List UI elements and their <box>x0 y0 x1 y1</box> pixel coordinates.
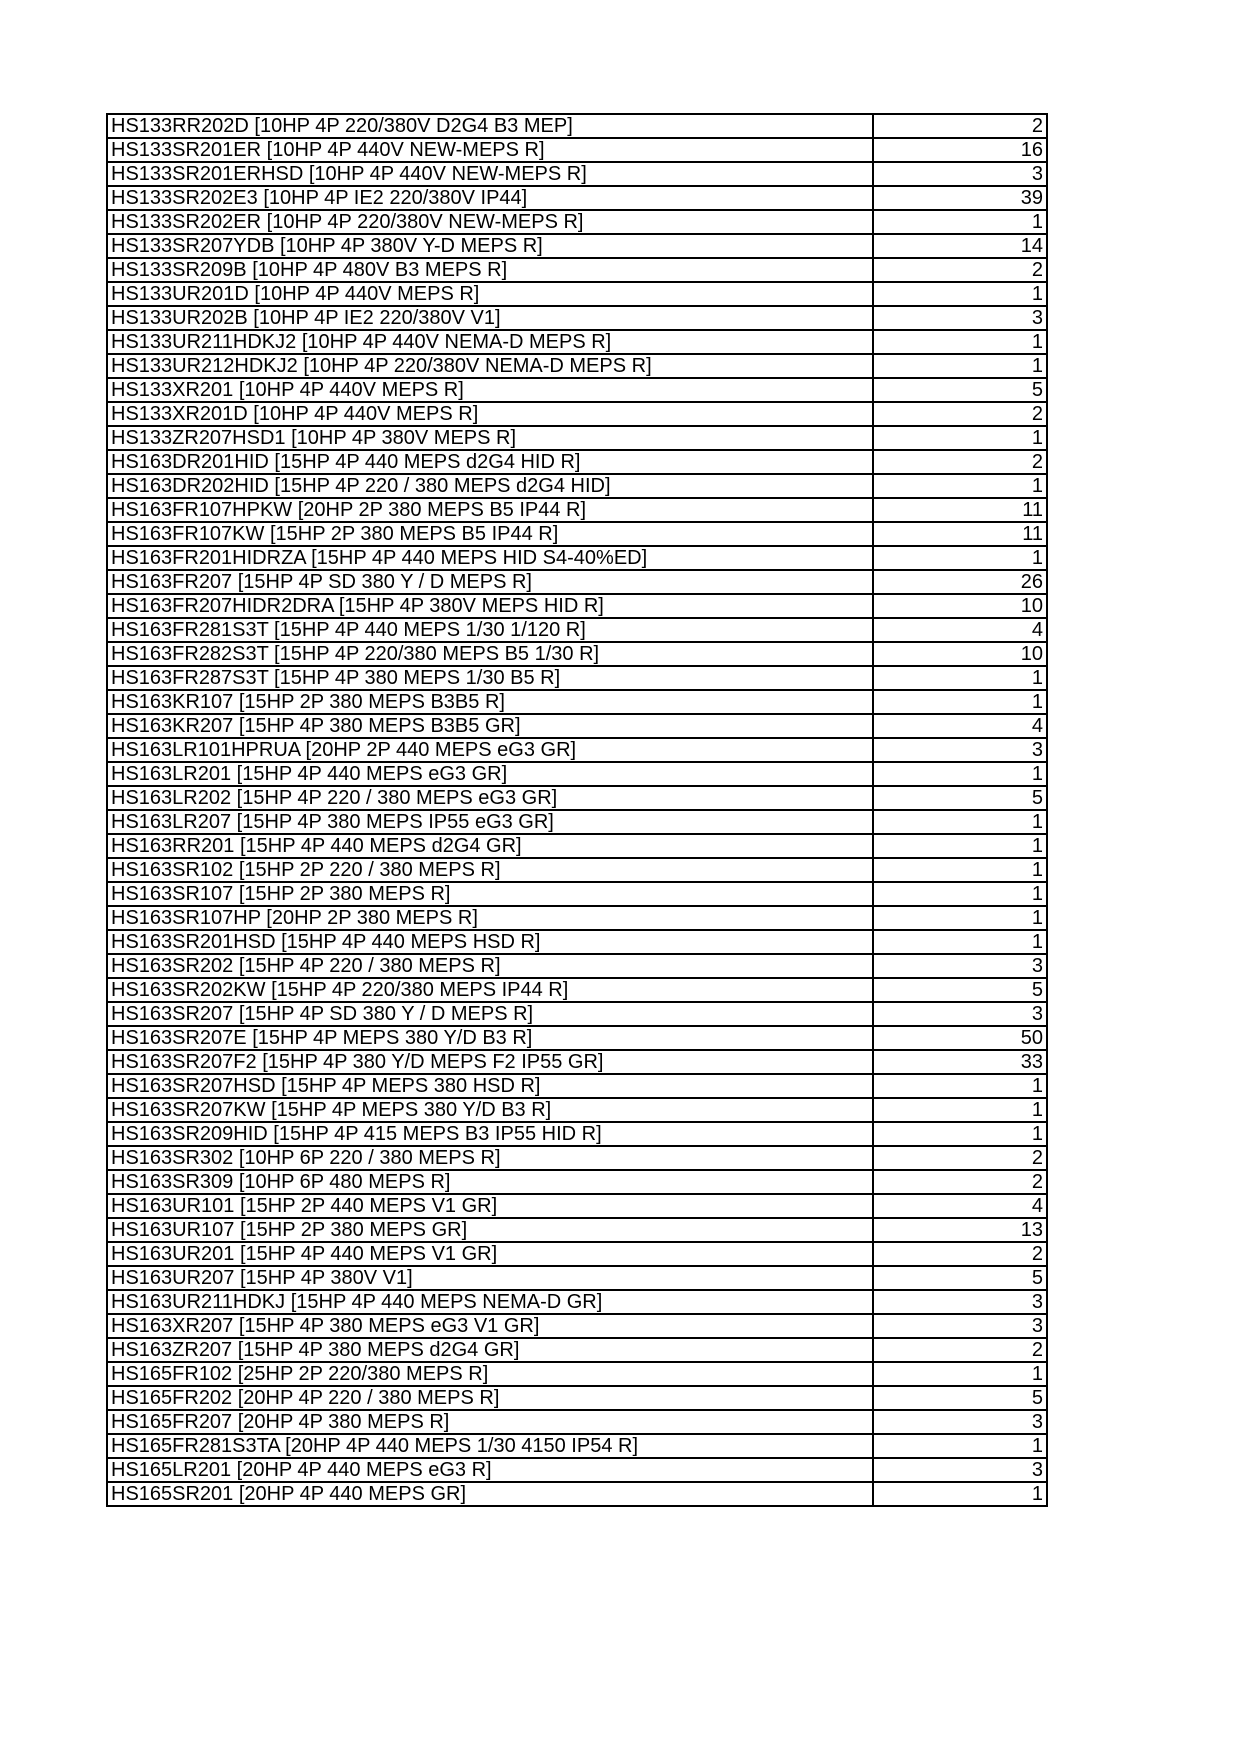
item-description-cell: HS163FR107KW [15HP 2P 380 MEPS B5 IP44 R] <box>107 522 873 546</box>
quantity-cell: 26 <box>873 570 1047 594</box>
item-description-cell: HS165FR207 [20HP 4P 380 MEPS R] <box>107 1410 873 1434</box>
item-description-cell: HS163SR207KW [15HP 4P MEPS 380 Y/D B3 R] <box>107 1098 873 1122</box>
item-description-cell: HS163RR201 [15HP 4P 440 MEPS d2G4 GR] <box>107 834 873 858</box>
item-description-cell: HS163KR107 [15HP 2P 380 MEPS B3B5 R] <box>107 690 873 714</box>
item-description-cell: HS163KR207 [15HP 4P 380 MEPS B3B5 GR] <box>107 714 873 738</box>
quantity-cell: 1 <box>873 1362 1047 1386</box>
quantity-cell: 3 <box>873 162 1047 186</box>
table-row <box>107 810 1047 834</box>
item-description-cell: HS163FR282S3T [15HP 4P 220/380 MEPS B5 1/30 R] <box>107 642 873 666</box>
table-row <box>107 1242 1047 1266</box>
table-row <box>107 138 1047 162</box>
quantity-cell: 3 <box>873 1002 1047 1026</box>
item-description-cell: HS163SR202 [15HP 4P 220 / 380 MEPS R] <box>107 954 873 978</box>
item-description-cell: HS163SR207 [15HP 4P SD 380 Y / D MEPS R] <box>107 1002 873 1026</box>
quantity-cell: 3 <box>873 738 1047 762</box>
table-row <box>107 234 1047 258</box>
quantity-cell: 4 <box>873 714 1047 738</box>
item-description-cell: HS163FR207HIDR2DRA [15HP 4P 380V MEPS HID R] <box>107 594 873 618</box>
table-row <box>107 1170 1047 1194</box>
table-row <box>107 570 1047 594</box>
quantity-cell: 1 <box>873 1074 1047 1098</box>
table-row <box>107 1122 1047 1146</box>
table-row <box>107 1290 1047 1314</box>
table-row <box>107 258 1047 282</box>
quantity-cell: 1 <box>873 282 1047 306</box>
table-row <box>107 1386 1047 1410</box>
table-row <box>107 762 1047 786</box>
item-description-cell: HS133SR201ERHSD [10HP 4P 440V NEW-MEPS R] <box>107 162 873 186</box>
table-row <box>107 690 1047 714</box>
table-row <box>107 906 1047 930</box>
quantity-cell: 1 <box>873 810 1047 834</box>
item-description-cell: HS133SR209B [10HP 4P 480V B3 MEPS R] <box>107 258 873 282</box>
quantity-cell: 5 <box>873 978 1047 1002</box>
item-description-cell: HS133UR212HDKJ2 [10HP 4P 220/380V NEMA-D MEPS R] <box>107 354 873 378</box>
table-row <box>107 1194 1047 1218</box>
table-row <box>107 1314 1047 1338</box>
table-row <box>107 1482 1047 1506</box>
quantity-cell: 16 <box>873 138 1047 162</box>
table-row <box>107 1026 1047 1050</box>
quantity-cell: 1 <box>873 930 1047 954</box>
table-row <box>107 498 1047 522</box>
quantity-cell: 11 <box>873 498 1047 522</box>
item-description-cell: HS163LR202 [15HP 4P 220 / 380 MEPS eG3 GR] <box>107 786 873 810</box>
quantity-cell: 1 <box>873 330 1047 354</box>
table-row <box>107 114 1047 138</box>
item-description-cell: HS163SR302 [10HP 6P 220 / 380 MEPS R] <box>107 1146 873 1170</box>
quantity-cell: 1 <box>873 474 1047 498</box>
quantity-cell: 1 <box>873 1098 1047 1122</box>
item-description-cell: HS163SR202KW [15HP 4P 220/380 MEPS IP44 R] <box>107 978 873 1002</box>
item-description-cell: HS163SR209HID [15HP 4P 415 MEPS B3 IP55 HID R] <box>107 1122 873 1146</box>
item-description-cell: HS133XR201D [10HP 4P 440V MEPS R] <box>107 402 873 426</box>
item-description-cell: HS133UR201D [10HP 4P 440V MEPS R] <box>107 282 873 306</box>
item-description-cell: HS163LR201 [15HP 4P 440 MEPS eG3 GR] <box>107 762 873 786</box>
quantity-cell: 50 <box>873 1026 1047 1050</box>
quantity-cell: 1 <box>873 690 1047 714</box>
table-row <box>107 1218 1047 1242</box>
quantity-cell: 1 <box>873 762 1047 786</box>
quantity-cell: 4 <box>873 1194 1047 1218</box>
table-row <box>107 402 1047 426</box>
item-description-cell: HS165SR201 [20HP 4P 440 MEPS GR] <box>107 1482 873 1506</box>
table-row <box>107 522 1047 546</box>
table-row <box>107 354 1047 378</box>
quantity-cell: 2 <box>873 1146 1047 1170</box>
item-description-cell: HS163SR102 [15HP 2P 220 / 380 MEPS R] <box>107 858 873 882</box>
item-description-cell: HS163SR207HSD [15HP 4P MEPS 380 HSD R] <box>107 1074 873 1098</box>
inventory-table-body <box>107 114 1047 1506</box>
table-row <box>107 882 1047 906</box>
item-description-cell: HS163XR207 [15HP 4P 380 MEPS eG3 V1 GR] <box>107 1314 873 1338</box>
quantity-cell: 1 <box>873 546 1047 570</box>
item-description-cell: HS165LR201 [20HP 4P 440 MEPS eG3 R] <box>107 1458 873 1482</box>
quantity-cell: 13 <box>873 1218 1047 1242</box>
table-row <box>107 546 1047 570</box>
quantity-cell: 2 <box>873 450 1047 474</box>
quantity-cell: 5 <box>873 786 1047 810</box>
quantity-cell: 5 <box>873 1266 1047 1290</box>
item-description-cell: HS165FR202 [20HP 4P 220 / 380 MEPS R] <box>107 1386 873 1410</box>
item-description-cell: HS163UR107 [15HP 2P 380 MEPS GR] <box>107 1218 873 1242</box>
table-row <box>107 978 1047 1002</box>
item-description-cell: HS133RR202D [10HP 4P 220/380V D2G4 B3 MEP] <box>107 114 873 138</box>
table-row <box>107 282 1047 306</box>
quantity-cell: 1 <box>873 210 1047 234</box>
table-row <box>107 1098 1047 1122</box>
quantity-cell: 33 <box>873 1050 1047 1074</box>
table-row <box>107 858 1047 882</box>
quantity-cell: 2 <box>873 1338 1047 1362</box>
quantity-cell: 2 <box>873 1242 1047 1266</box>
item-description-cell: HS133ZR207HSD1 [10HP 4P 380V MEPS R] <box>107 426 873 450</box>
table-row <box>107 210 1047 234</box>
item-description-cell: HS163SR207F2 [15HP 4P 380 Y/D MEPS F2 IP55 GR] <box>107 1050 873 1074</box>
item-description-cell: HS133UR202B [10HP 4P IE2 220/380V V1] <box>107 306 873 330</box>
quantity-cell: 1 <box>873 882 1047 906</box>
quantity-cell: 3 <box>873 1290 1047 1314</box>
quantity-cell: 1 <box>873 1122 1047 1146</box>
item-description-cell: HS163SR309 [10HP 6P 480 MEPS R] <box>107 1170 873 1194</box>
item-description-cell: HS165FR102 [25HP 2P 220/380 MEPS R] <box>107 1362 873 1386</box>
table-row <box>107 162 1047 186</box>
item-description-cell: HS163SR107 [15HP 2P 380 MEPS R] <box>107 882 873 906</box>
table-row <box>107 594 1047 618</box>
table-row <box>107 642 1047 666</box>
quantity-cell: 3 <box>873 1314 1047 1338</box>
quantity-cell: 2 <box>873 258 1047 282</box>
table-row <box>107 738 1047 762</box>
item-description-cell: HS163UR101 [15HP 2P 440 MEPS V1 GR] <box>107 1194 873 1218</box>
item-description-cell: HS163FR201HIDRZA [15HP 4P 440 MEPS HID S4-40%ED] <box>107 546 873 570</box>
table-row <box>107 1434 1047 1458</box>
item-description-cell: HS163SR207E [15HP 4P MEPS 380 Y/D B3 R] <box>107 1026 873 1050</box>
item-description-cell: HS163FR287S3T [15HP 4P 380 MEPS 1/30 B5 R] <box>107 666 873 690</box>
table-row <box>107 954 1047 978</box>
item-description-cell: HS133SR202E3 [10HP 4P IE2 220/380V IP44] <box>107 186 873 210</box>
item-description-cell: HS165FR281S3TA [20HP 4P 440 MEPS 1/30 4150 IP54 R] <box>107 1434 873 1458</box>
table-row <box>107 1338 1047 1362</box>
table-row <box>107 306 1047 330</box>
quantity-cell: 10 <box>873 594 1047 618</box>
table-row <box>107 1050 1047 1074</box>
table-row <box>107 1074 1047 1098</box>
item-description-cell: HS163ZR207 [15HP 4P 380 MEPS d2G4 GR] <box>107 1338 873 1362</box>
quantity-cell: 5 <box>873 378 1047 402</box>
quantity-cell: 3 <box>873 306 1047 330</box>
quantity-cell: 3 <box>873 1410 1047 1434</box>
quantity-cell: 1 <box>873 354 1047 378</box>
quantity-cell: 5 <box>873 1386 1047 1410</box>
table-row <box>107 666 1047 690</box>
quantity-cell: 1 <box>873 834 1047 858</box>
quantity-cell: 3 <box>873 954 1047 978</box>
table-row <box>107 714 1047 738</box>
table-row <box>107 426 1047 450</box>
quantity-cell: 3 <box>873 1458 1047 1482</box>
quantity-cell: 39 <box>873 186 1047 210</box>
table-row <box>107 474 1047 498</box>
table-row <box>107 786 1047 810</box>
item-description-cell: HS163UR207 [15HP 4P 380V V1] <box>107 1266 873 1290</box>
table-row <box>107 618 1047 642</box>
table-row <box>107 1410 1047 1434</box>
quantity-cell: 1 <box>873 426 1047 450</box>
table-row <box>107 834 1047 858</box>
inventory-table <box>106 113 1048 1507</box>
item-description-cell: HS133UR211HDKJ2 [10HP 4P 440V NEMA-D MEPS R] <box>107 330 873 354</box>
table-row <box>107 1266 1047 1290</box>
quantity-cell: 14 <box>873 234 1047 258</box>
quantity-cell: 1 <box>873 1434 1047 1458</box>
item-description-cell: HS163FR207 [15HP 4P SD 380 Y / D MEPS R] <box>107 570 873 594</box>
table-row <box>107 450 1047 474</box>
item-description-cell: HS133SR202ER [10HP 4P 220/380V NEW-MEPS R] <box>107 210 873 234</box>
quantity-cell: 2 <box>873 114 1047 138</box>
table-row <box>107 1458 1047 1482</box>
table-row <box>107 1146 1047 1170</box>
item-description-cell: HS163SR107HP [20HP 2P 380 MEPS R] <box>107 906 873 930</box>
item-description-cell: HS163LR207 [15HP 4P 380 MEPS IP55 eG3 GR] <box>107 810 873 834</box>
item-description-cell: HS163FR281S3T [15HP 4P 440 MEPS 1/30 1/120 R] <box>107 618 873 642</box>
item-description-cell: HS163UR211HDKJ [15HP 4P 440 MEPS NEMA-D GR] <box>107 1290 873 1314</box>
item-description-cell: HS163FR107HPKW [20HP 2P 380 MEPS B5 IP44 R] <box>107 498 873 522</box>
quantity-cell: 2 <box>873 1170 1047 1194</box>
table-row <box>107 1002 1047 1026</box>
item-description-cell: HS133XR201 [10HP 4P 440V MEPS R] <box>107 378 873 402</box>
table-row <box>107 330 1047 354</box>
quantity-cell: 11 <box>873 522 1047 546</box>
quantity-cell: 10 <box>873 642 1047 666</box>
item-description-cell: HS133SR207YDB [10HP 4P 380V Y-D MEPS R] <box>107 234 873 258</box>
item-description-cell: HS163LR101HPRUA [20HP 2P 440 MEPS eG3 GR] <box>107 738 873 762</box>
table-row <box>107 378 1047 402</box>
quantity-cell: 1 <box>873 858 1047 882</box>
quantity-cell: 1 <box>873 666 1047 690</box>
quantity-cell: 1 <box>873 906 1047 930</box>
item-description-cell: HS133SR201ER [10HP 4P 440V NEW-MEPS R] <box>107 138 873 162</box>
item-description-cell: HS163UR201 [15HP 4P 440 MEPS V1 GR] <box>107 1242 873 1266</box>
quantity-cell: 4 <box>873 618 1047 642</box>
quantity-cell: 1 <box>873 1482 1047 1506</box>
table-row <box>107 930 1047 954</box>
item-description-cell: HS163SR201HSD [15HP 4P 440 MEPS HSD R] <box>107 930 873 954</box>
inventory-sheet <box>106 113 1046 1507</box>
quantity-cell: 2 <box>873 402 1047 426</box>
item-description-cell: HS163DR201HID [15HP 4P 440 MEPS d2G4 HID R] <box>107 450 873 474</box>
table-row <box>107 1362 1047 1386</box>
item-description-cell: HS163DR202HID [15HP 4P 220 / 380 MEPS d2G4 HID] <box>107 474 873 498</box>
table-row <box>107 186 1047 210</box>
